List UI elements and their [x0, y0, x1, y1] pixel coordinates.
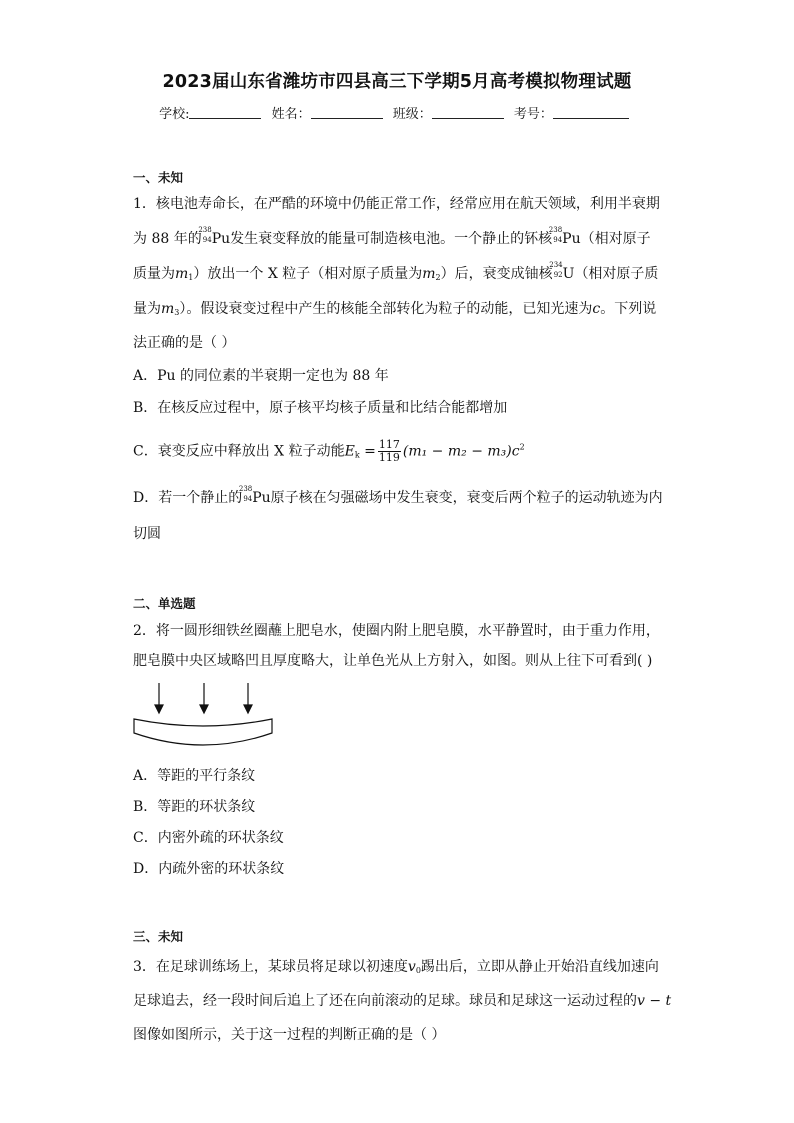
q2-line-2: 肥皂膜中央区域略凹且厚度略大，让单色光从上方射入，如图。则从上往下可看到( )	[133, 653, 653, 669]
pu-238-nuclide: 238 94	[548, 226, 563, 244]
q3-line-3: 图像如图所示，关于这一过程的判断正确的是（ ）	[133, 1027, 446, 1043]
section-heading-3: 三、未知	[133, 929, 184, 944]
fraction-117-119: $\frac{117}{119}$	[378, 438, 400, 464]
q2-option-d[interactable]: D．内疏外密的环状条纹	[133, 861, 285, 877]
section-heading-1: 一、未知	[133, 170, 184, 185]
q2-line-1: 2．将一圆形细铁丝圈蘸上肥皂水，使圈内附上肥皂膜，水平静置时，由于重力作用，	[133, 623, 660, 639]
q1-option-d[interactable]: D．若一个静止的 238 94 Pu原子核在匀强磁场中发生衰变，衰变后两个粒子的运动轨迹为内	[133, 485, 663, 506]
q2-option-c[interactable]: C．内密外疏的环状条纹	[133, 830, 284, 846]
class-label: 班级：	[392, 107, 432, 122]
q3-line-2: 足球追去，经一段时间后追上了还在向前滚动的足球。球员和足球这一运动过程的v − t	[133, 993, 672, 1009]
name-blank[interactable]	[311, 106, 383, 119]
q1-line-3: 质量为$m_1$）放出一个 X 粒子（相对原子质量为$m_2$）后，衰变成铀核 234 92 U（相对原子质	[133, 261, 659, 282]
q1-option-a[interactable]: A．Pu 的同位素的半衰期一定也为 88 年	[133, 368, 389, 384]
q1-line-4: 量为$m_3$）。假设衰变过程中产生的核能全部转化为粒子的动能，已知光速为c。下列说	[133, 301, 657, 317]
school-label: 学校:	[159, 107, 190, 122]
pu-238-nuclide: 238 94	[238, 485, 253, 503]
exam-title: 2023届山东省潍坊市四县高三下学期5月高考模拟物理试题	[162, 72, 632, 92]
q2-option-b[interactable]: B．等距的环状条纹	[133, 799, 256, 815]
section-heading-2: 二、单选题	[133, 596, 196, 611]
q1-line-5: 法正确的是（ ）	[133, 335, 236, 351]
school-blank[interactable]	[189, 106, 261, 119]
q1-line-1: 1．核电池寿命长，在严酷的环境中仍能正常工作，经常应用在航天领域，利用半衰期	[133, 196, 660, 212]
q1-option-c[interactable]: C．衰变反应中释放出 X 粒子动能$E_k$ = $\frac{117}{119}$ $(m_1 - m_2 - m_3)c^2$	[133, 438, 525, 464]
q3-line-1: 3．在足球训练场上，某球员将足球以初速度$v_0$踢出后，立即从静止开始沿直线加速向	[133, 959, 659, 975]
u-234-nuclide: 234 92	[549, 261, 563, 279]
soap-film-diagram	[133, 681, 273, 751]
name-label: 姓名：	[271, 107, 311, 122]
q1-line-2: 为 88 年的 238 94 Pu发生衰变释放的能量可制造核电池。一个静止的钚核 238 94 Pu（相对原子	[133, 226, 651, 247]
q1-option-b[interactable]: B．在核反应过程中，原子核平均核子质量和比结合能都增加	[133, 400, 508, 416]
soap-film-shape	[134, 719, 272, 745]
q1-option-d-cont: 切圆	[133, 526, 161, 542]
incident-light-arrows	[155, 683, 252, 713]
exam-no-blank[interactable]	[553, 106, 629, 119]
class-blank[interactable]	[432, 106, 504, 119]
pu-238-nuclide: 238 94	[198, 226, 212, 244]
exam-no-label: 考号：	[513, 107, 553, 122]
q2-option-a[interactable]: A．等距的平行条纹	[133, 768, 256, 784]
student-info-row	[0, 103, 794, 122]
